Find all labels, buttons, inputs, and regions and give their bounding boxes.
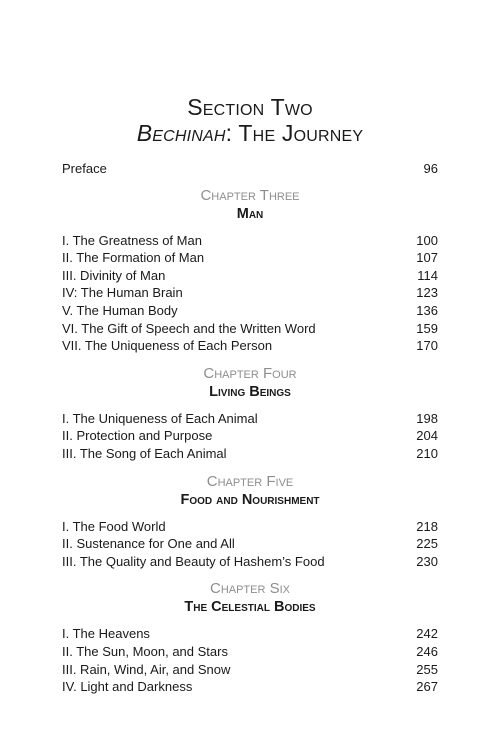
chapter-name: The Celestial Bodies <box>184 599 316 616</box>
toc-entry-title: VII. The Uniqueness of Each Person <box>62 338 273 354</box>
toc-entry-title: II. The Sun, Moon, and Stars <box>62 643 228 659</box>
toc-entry-page-number: 267 <box>416 679 438 695</box>
chapter-list <box>62 187 438 696</box>
toc-entry-page-number: 225 <box>416 536 438 552</box>
toc-entry-page-number: 100 <box>416 232 438 248</box>
toc-entry-title: II. Sustenance for One and All <box>62 536 235 552</box>
toc-entry[interactable] <box>62 302 438 320</box>
toc-entry-page-number: 204 <box>416 428 438 444</box>
toc-entry[interactable] <box>62 284 438 302</box>
toc-entry-page-number: 107 <box>416 250 438 266</box>
section-title-line2 <box>62 120 438 146</box>
toc-entry-title: I. The Heavens <box>62 626 150 642</box>
toc-entry-title: V. The Human Body <box>62 302 178 318</box>
toc-entry[interactable] <box>62 410 438 428</box>
chapter-label: Chapter Six <box>209 580 290 598</box>
chapter-block <box>62 187 438 355</box>
toc-entry[interactable] <box>62 267 438 285</box>
toc-entry[interactable] <box>62 678 438 696</box>
toc-entry-page-number: 255 <box>416 661 438 677</box>
toc-entry[interactable] <box>62 518 438 536</box>
toc-entry-title: IV: The Human Brain <box>62 285 183 301</box>
chapter-label: Chapter Three <box>200 186 300 204</box>
section-title-line1: Section Two <box>187 94 313 120</box>
toc-entry-page-number: 210 <box>416 445 438 461</box>
toc-entry[interactable] <box>62 535 438 553</box>
toc-entry-page-number: 136 <box>416 302 438 318</box>
toc-entry-title: III. The Quality and Beauty of Hashem’s Food <box>62 553 325 569</box>
toc-entry[interactable] <box>62 249 438 267</box>
toc-entry-page-number: 230 <box>416 553 438 569</box>
toc-entry-title: II. The Formation of Man <box>62 250 205 266</box>
toc-entry-title: III. The Song of Each Animal <box>62 445 227 461</box>
toc-entry[interactable] <box>62 337 438 355</box>
toc-entry-title: I. The Food World <box>62 518 166 534</box>
table-of-contents <box>62 94 438 696</box>
toc-entry[interactable] <box>62 625 438 643</box>
toc-entry-page-number: 198 <box>416 410 438 426</box>
section-title <box>62 94 438 146</box>
toc-entry-title: III. Divinity of Man <box>62 267 166 283</box>
toc-entry[interactable] <box>62 320 438 338</box>
toc-entry[interactable] <box>62 643 438 661</box>
toc-entry-page-number: 114 <box>417 267 438 283</box>
toc-entry-page-number: 246 <box>416 643 438 659</box>
toc-entry[interactable] <box>62 445 438 463</box>
toc-entry-title: IV. Light and Darkness <box>62 679 193 695</box>
toc-entry[interactable] <box>62 553 438 571</box>
section-title-subtitle: : The Journey <box>225 120 364 146</box>
toc-entry-page-number: 159 <box>416 320 438 336</box>
toc-entry-page-number: 123 <box>416 285 438 301</box>
chapter-block <box>62 365 438 463</box>
preface-entry[interactable] <box>62 160 438 178</box>
chapter-label: Chapter Five <box>206 472 294 490</box>
toc-entry-page-number: 218 <box>416 518 438 534</box>
toc-entry-page-number: 242 <box>416 626 438 642</box>
toc-entry[interactable] <box>62 232 438 250</box>
toc-entry-title: I. The Uniqueness of Each Animal <box>62 410 258 426</box>
toc-entry-page-number: 170 <box>416 338 438 354</box>
toc-entry-title: III. Rain, Wind, Air, and Snow <box>62 661 231 677</box>
chapter-name: Living Beings <box>209 383 291 400</box>
toc-entry-title: VI. The Gift of Speech and the Written Word <box>62 320 316 336</box>
chapter-name: Food and Nourishment <box>180 491 320 508</box>
chapter-block <box>62 473 438 571</box>
preface-page-number: 96 <box>423 161 438 176</box>
toc-entry[interactable] <box>62 661 438 679</box>
chapter-block <box>62 580 438 695</box>
chapter-name: Man <box>236 205 264 222</box>
chapter-label: Chapter Four <box>203 364 297 382</box>
section-title-hebrew-word: Bechinah <box>136 120 226 146</box>
preface-title: Preface <box>62 161 107 176</box>
toc-entry-title: I. The Greatness of Man <box>62 232 202 248</box>
toc-entry[interactable] <box>62 427 438 445</box>
toc-entry-title: II. Protection and Purpose <box>62 428 213 444</box>
